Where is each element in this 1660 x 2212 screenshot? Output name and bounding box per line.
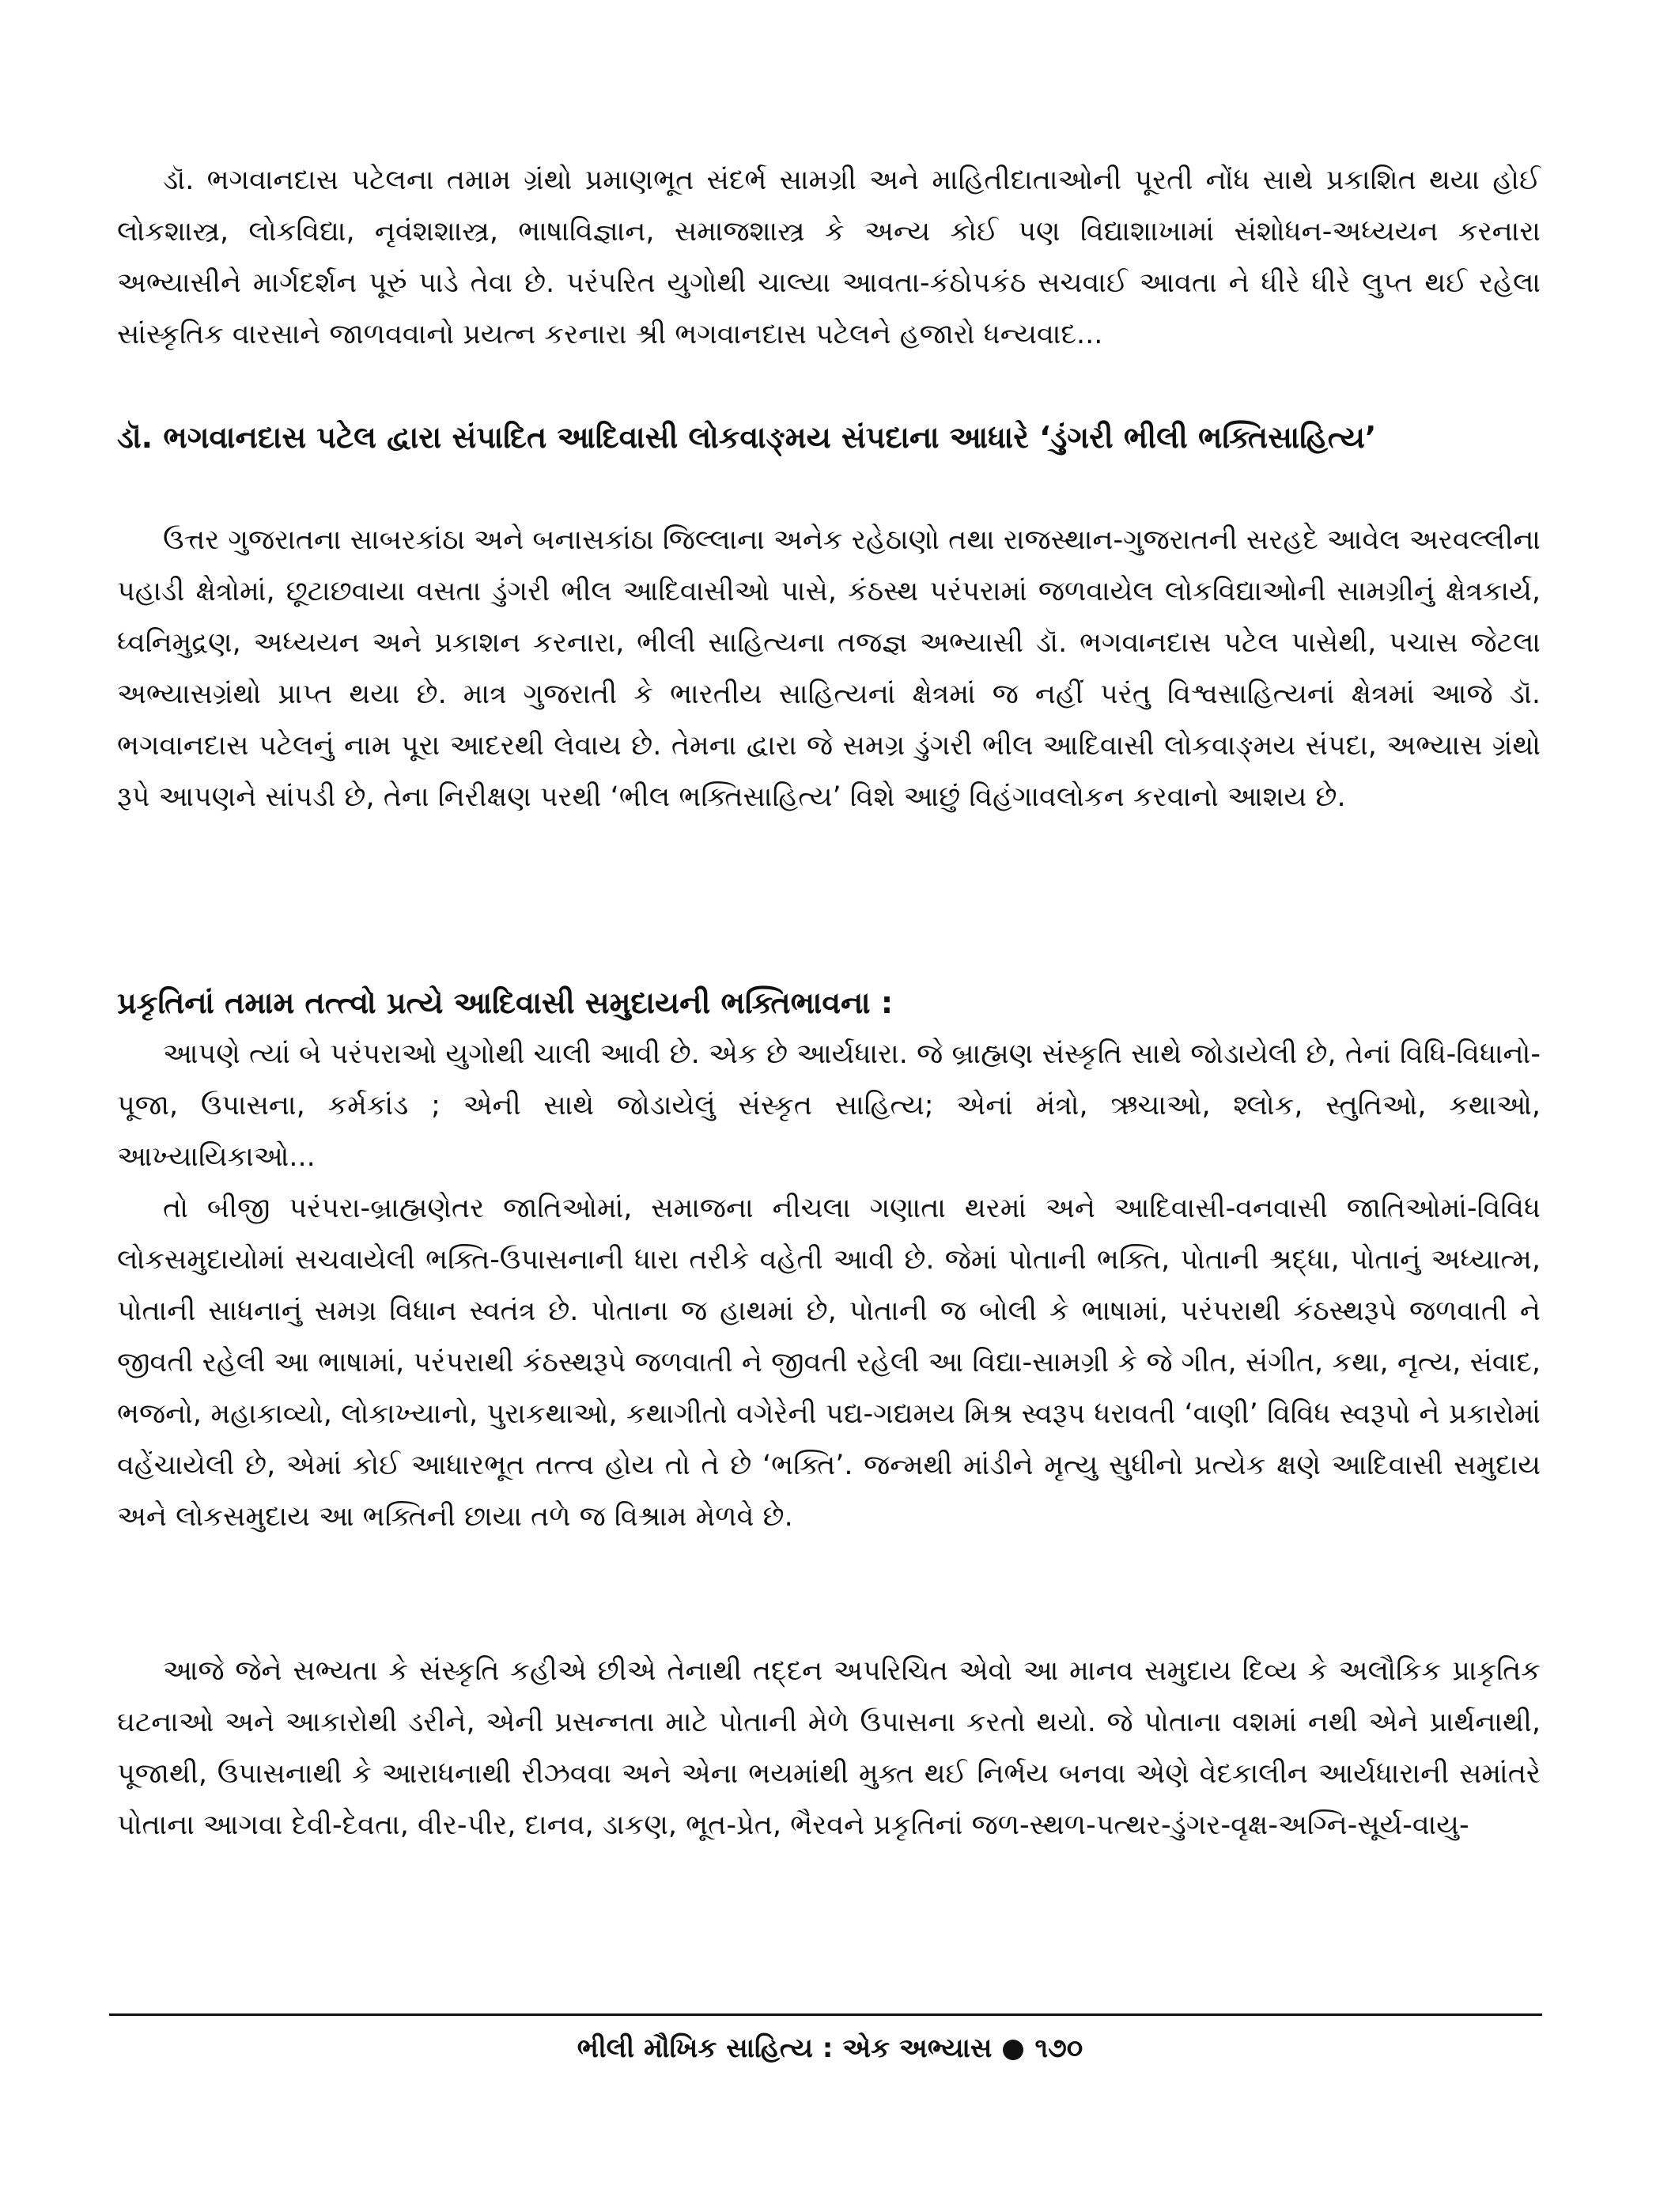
paragraph-human-community: આજે જેને સભ્યતા કે સંસ્કૃતિ કહીએ છીએ તેનાથી તદ્દન અપરિચિત એવો આ માનવ સમુદાય દિવ્ય કે અલૌકિક પ્રાકૃતિક ઘટનાઓ અને આકારોથી ડરીને, એની પ્રસન્નતા માટે પોતાની મેળે ઉપાસના કરતો થયો. જે પોતાના વશમાં નથી એને પ્રાર્થનાથી, પૂજાથી, ઉપાસનાથી કે આરાધનાથી રીઝવવા અને એના ભયમાંથી મુક્ત થઈ નિર્ભય બનવા એણે વેદકાલીન આર્યધારાની સમાંતરે પોતાના આગવા દેવી-દેવતા, વીર-પીર, દાનવ, ડાકણ, ભૂત-પ્રેત, ભૈરવને પ્રકૃતિનાં જળ-સ્થળ-પત્થર-ડુંગર-વૃક્ષ-અગ્નિ-સૂર્ય-વાયુ- bbox=[117, 1655, 1541, 1841]
paragraph-intro: ડૉ. ભગવાનદાસ પટેલના તમામ ગ્રંથો પ્રમાણભૂત સંદર્ભ સામગ્રી અને માહિતીદાતાઓની પૂરતી નોંધ સાથે પ્રકાશિત થયા હોઈ લોકશાસ્ત્ર, લોકવિદ્યા, નૃવંશશાસ્ત્ર, ભાષાવિજ્ઞાન, સમાજશાસ્ત્ર કે અન્ય કોઈ પણ વિદ્યાશાખામાં સંશોધન-અધ્યયન કરનારા અભ્યાસીને માર્ગદર્શન પૂરું પાડે તેવા છે. પરંપરિત યુગોથી ચાલ્યા આવતા-કંઠોપકંઠ સચવાઈ આવતા ને ધીરે ધીરે લુપ્ત થઈ રહેલા સાંસ્કૃતિક વારસાને જાળવવાનો પ્રયત્ન કરનારા શ્રી ભગવાનદાસ પટેલને હજારો ધન્યવાદ... bbox=[117, 164, 1541, 350]
page-footer bbox=[0, 2032, 1660, 2064]
footer-divider bbox=[109, 2013, 1542, 2016]
footer-book-title: ભીલી મૌખિક સાહિત્ય : એક અભ્યાસ bbox=[577, 2032, 993, 2064]
paragraph-bhagvandas-patel: ઉત્તર ગુજરાતના સાબરકાંઠા અને બનાસકાંઠા જિલ્લાના અનેક રહેઠાણો તથા રાજસ્થાન-ગુજરાતની સરહદે આવેલ અરવલ્લીના પહાડી ક્ષેત્રોમાં, છૂટાછવાયા વસતા ડુંગરી ભીલ આદિવાસીઓ પાસે, કંઠસ્થ પરંપરામાં જળવાયેલ લોકવિદ્યાઓની સામગ્રીનું ક્ષેત્રકાર્ય, ધ્વનિમુદ્રણ, અધ્યયન અને પ્રકાશન કરનારા, ભીલી સાહિત્યના તજજ્ઞ અભ્યાસી ડૉ. ભગવાનદાસ પટેલ પાસેથી, પચાસ જેટલા અભ્યાસગ્રંથો પ્રાપ્ત થયા છે. માત્ર ગુજરાતી કે ભારતીય સાહિત્યનાં ક્ષેત્રમાં જ નહીં પરંતુ વિશ્વસાહિત્યનાં ક્ષેત્રમાં આજે ડૉ. ભગવાનદાસ પટેલનું નામ પૂરા આદરથી લેવાય છે. તેમના દ્વારા જે સમગ્ર ડુંગરી ભીલ આદિવાસી લોકવાઙ્મય સંપદા, અભ્યાસ ગ્રંથો રૂપે આપણને સાંપડી છે, તેના નિરીક્ષણ પરથી ‘ભીલ ભક્તિસાહિત્ય’ વિશે આછું વિહંગાવલોકન કરવાનો આશય છે. bbox=[117, 524, 1541, 813]
page-number: ૧૭૦ bbox=[1034, 2032, 1083, 2064]
section-heading-nature-devotion: પ્રકૃતિનાં તમામ તત્ત્વો પ્રત્યે આદિવાસી સમુદાયની ભક્તિભાવના : bbox=[117, 985, 894, 1020]
bullet-icon bbox=[1003, 2040, 1023, 2060]
section-heading-bhili-bhakti: ડૉ. ભગવાનદાસ પટેલ દ્વારા સંપાદિત આદિવાસી લોકવાઙ્મય સંપદાના આધારે ‘ડુંગરી ભીલી ભક્તિસાહિત્ય’ bbox=[117, 420, 1377, 455]
paragraph-two-traditions: આપણે ત્યાં બે પરંપરાઓ યુગોથી ચાલી આવી છે. એક છે આર્યધારા. જે બ્રાહ્મણ સંસ્કૃતિ સાથે જોડાયેલી છે, તેનાં વિધિ-વિધાનો-પૂજા, ઉપાસના, કર્મકાંડ ; એની સાથે જોડાયેલું સંસ્કૃત સાહિત્ય; એનાં મંત્રો, ઋચાઓ, શ્લોક, સ્તુતિઓ, કથાઓ, આખ્યાયિકાઓ... bbox=[117, 1038, 1541, 1173]
paragraph-second-tradition: તો બીજી પરંપરા-બ્રાહ્મણેતર જાતિઓમાં, સમાજના નીચલા ગણાતા થરમાં અને આદિવાસી-વનવાસી જાતિઓમાં-વિવિધ લોકસમુદાયોમાં સચવાયેલી ભક્તિ-ઉપાસનાની ધારા તરીકે વહેતી આવી છે. જેમાં પોતાની ભક્તિ, પોતાની શ્રદ્ધા, પોતાનું અધ્યાત્મ, પોતાની સાધનાનું સમગ્ર વિધાન સ્વતંત્ર છે. પોતાના જ હાથમાં છે, પોતાની જ બોલી કે ભાષામાં, પરંપરાથી કંઠસ્થરૂપે જળવાતી ને જીવતી રહેલી આ ભાષામાં, પરંપરાથી કંઠસ્થરૂપે જળવાતી ને જીવતી રહેલી આ વિદ્યા-સામગ્રી કે જે ગીત, સંગીત, કથા, નૃત્ય, સંવાદ, ભજનો, મહાકાવ્યો, લોકાખ્યાનો, પુરાકથાઓ, કથાગીતો વગેરેની પદ્ય-ગદ્યમય મિશ્ર સ્વરૂપ ધરાવતી ‘વાણી’ વિવિધ સ્વરૂપો ને પ્રકારોમાં વહેંચાયેલી છે, એમાં કોઈ આધારભૂત તત્ત્વ હોય તો તે છે ‘ભક્તિ’. જન્મથી માંડીને મૃત્યુ સુધીનો પ્રત્યેક ક્ષણે આદિવાસી સમુદાય અને લોકસમુદાય આ ભક્તિની છાયા તળે જ વિશ્રામ મેળવે છે. bbox=[117, 1193, 1541, 1533]
